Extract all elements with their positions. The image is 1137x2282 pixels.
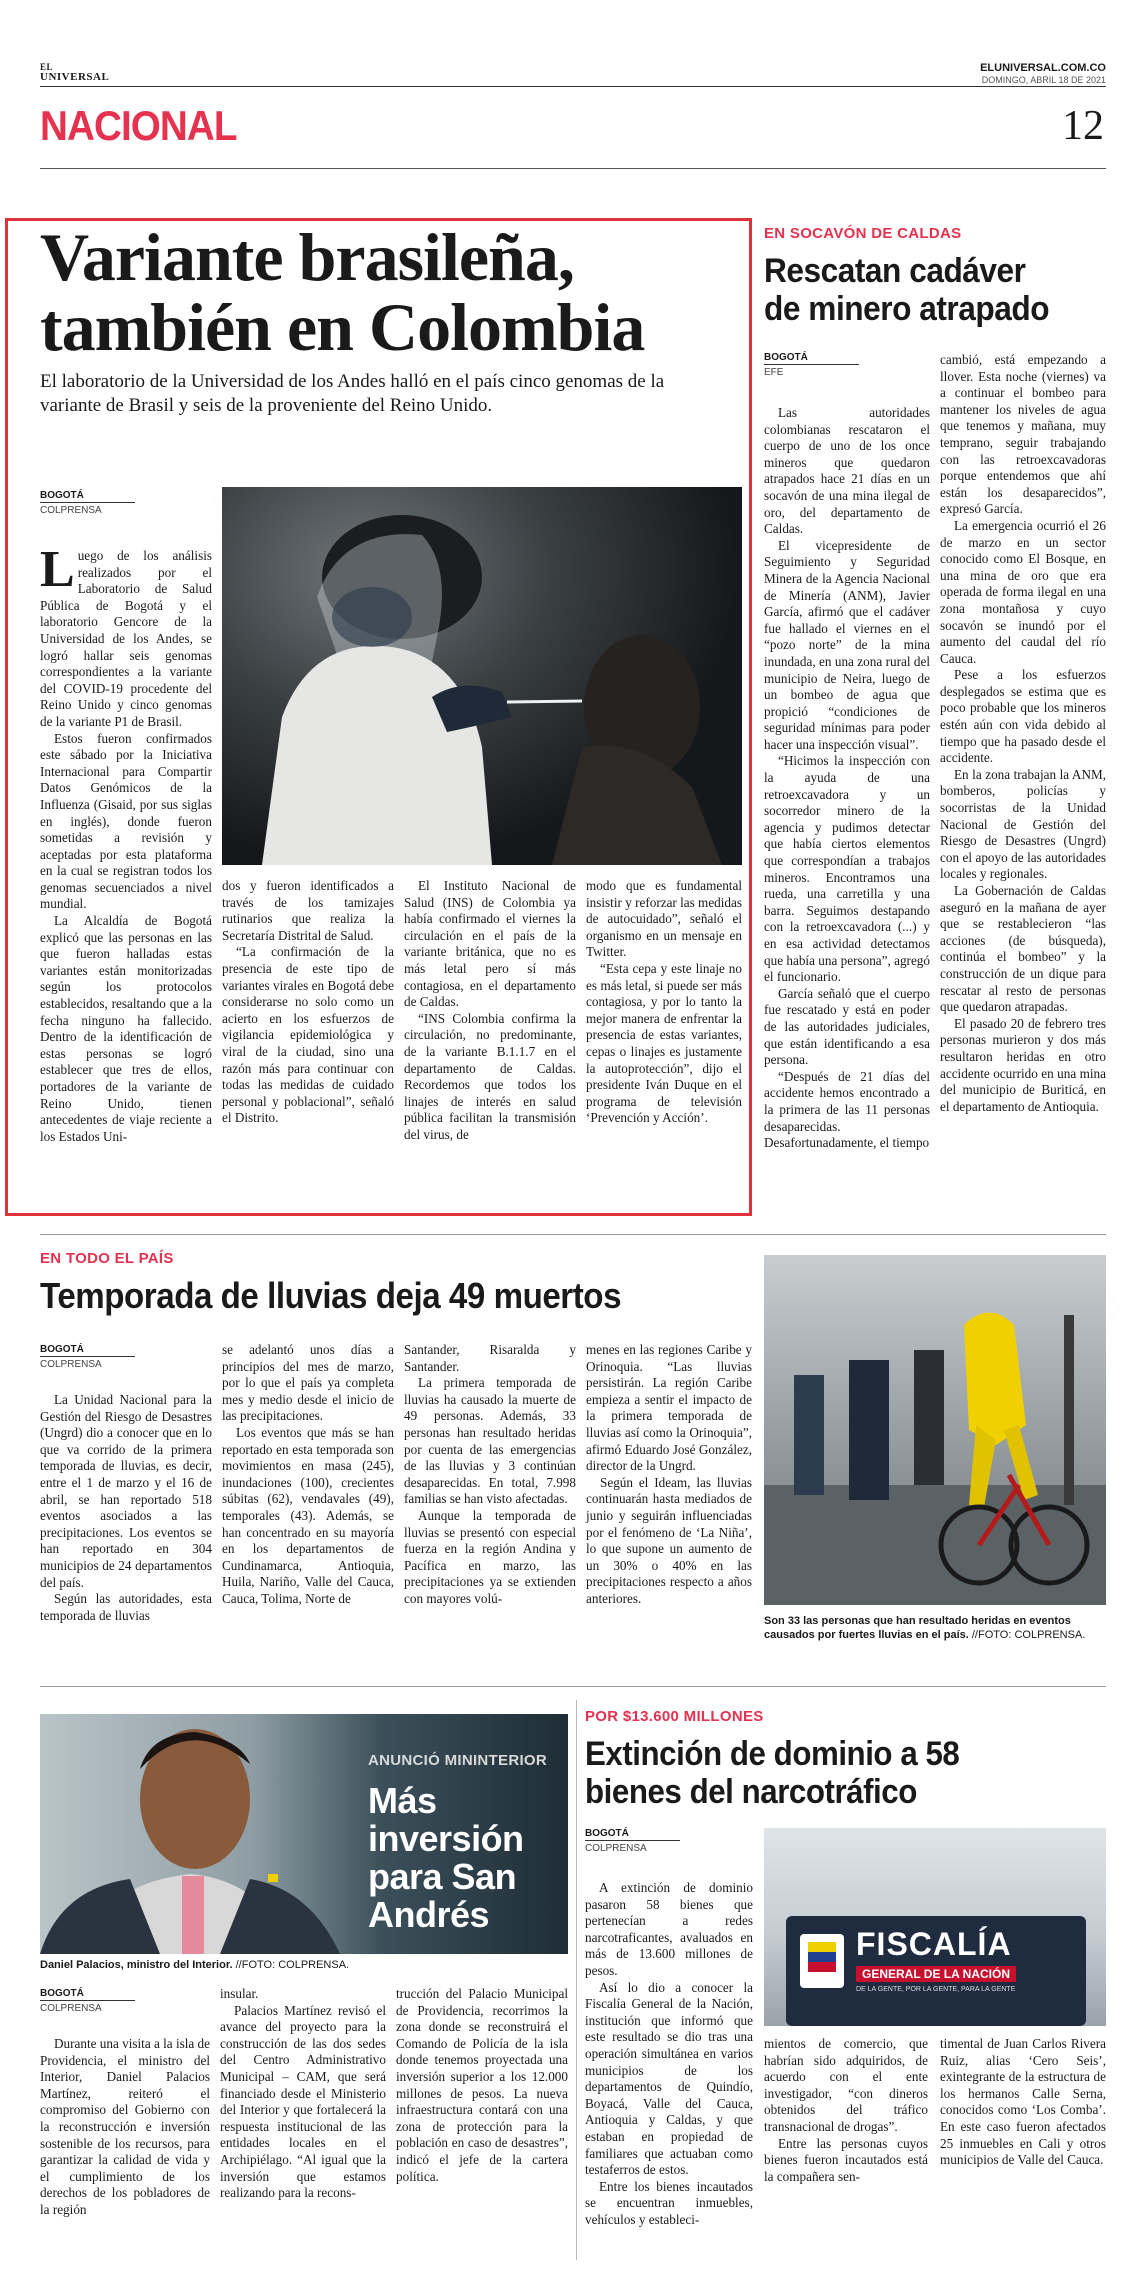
logo-line1: EL xyxy=(40,62,54,72)
rain-col2-p2: Los eventos que más se han reportado en esta temporada son movimientos en masa (245), inundaciones (100), crecientes súbitas (62), vendavales (49), temporales (43). Además, se han concentrado en su mayoría en los departamentos de Cundinamarca, Antioquia, Huila, Nariño, Valle del Cauca, Cauca, Tolima, Norte de xyxy=(222,1424,394,1606)
header-divider xyxy=(40,168,1106,169)
lead-col1 xyxy=(40,541,212,1145)
miner-headline-line1: Rescatan cadáver xyxy=(764,252,1026,290)
fiscalia-sign-tag: DE LA GENTE, POR LA GENTE, PARA LA GENTE xyxy=(856,1986,1016,1993)
rain-col1-p2: Según las autoridades, esta temporada de lluvias xyxy=(40,1591,212,1623)
divider-2 xyxy=(40,1686,1106,1687)
lead-dateline-rule xyxy=(40,502,135,503)
miner-col1-p5: “Después de 21 días del accidente hemos encontrado a la primera de las 11 personas desaparecidas. Desafortunadamente, el tiempo xyxy=(764,1068,930,1151)
divider-1 xyxy=(40,1234,1106,1235)
miner-headline xyxy=(764,252,1049,328)
rain-dateline-rule xyxy=(40,1356,135,1357)
andres-col3-p1: trucción del Palacio Municipal de Providencia, recorrimos la zona donde se reconstruirá el Comando de Policía de la isla donde tenemos proyectada una inversión superior a los 12.000 millones de pesos. La nueva infraestructura contará con una zona de protección para la población en caso de desastres”, indicó el jefe de la cartera política. xyxy=(396,1986,568,2184)
miner-col1-p2: El vicepresidente de Seguimiento y Seguridad Minera de la Agencia Nacional de Minería (ANM), Javier García, afirmó que el cadáver fue hallado el viernes en el “pozo norte” de la mina inundada, en una zona rural del municipio de Neira, luego de un bombeo de agua que propició “condiciones de seguridad mínimas para poder hacer una inspección visual”. xyxy=(764,537,930,752)
rain-col3-p3: Aunque la temporada de lluvias se presentó con especial fuerza en la región Andina y Pacífica en marzo, las precipitaciones ya se extienden con mayores volú- xyxy=(404,1507,576,1606)
cyclist-in-rain-illustration xyxy=(764,1255,1106,1605)
rain-caption-bold: Son 33 las personas que han resultado heridas en eventos causados por fuertes lluvias en el país. xyxy=(764,1615,1071,1641)
lead-col4-p1: modo que es fundamental insistir y reforzar las medidas de autocuidado”, señaló el organismo en un mensaje en Twitter. xyxy=(586,878,743,960)
andres-headline-line2: inversión xyxy=(368,1818,524,1859)
masthead xyxy=(40,62,1106,162)
lead-deck: El laboratorio de la Universidad de los Andes halló en el país cinco genomas de la variante de Brasil y seis de la proveniente del Reino Unido. xyxy=(40,371,665,416)
lead-dateline xyxy=(40,490,140,517)
miner-col2-p1: cambió, está empezando a llover. Esta noche (viernes) va a continuar el bombeo para mantener los niveles de agua que tenemos y mañana, muy temprano, seguir trabajando con las retroexcavadoras porque entendemos que ahí están los desaparecidos”, expresó García. xyxy=(940,352,1106,517)
andres-headline xyxy=(368,1782,524,1934)
narco-col2-p1: mientos de comercio, que habrían sido adquiridos, de acuerdo con el ente investigador, “con dineros obtenidos del tráfico transnacional de drogas”. xyxy=(764,2036,928,2134)
narco-dateline xyxy=(585,1828,685,1855)
lead-col3 xyxy=(404,878,576,1144)
narco-dateline-rule xyxy=(585,1840,680,1841)
rain-dateline xyxy=(40,1344,140,1371)
andres-dateline-city: BOGOTÁ xyxy=(40,1988,84,1999)
lead-col4-p2: “Esta cepa y este linaje no es más letal, si puede ser más contagiosa, y por lo tanto la mejor manera de enfrentar la presencia de estas variantes, cepas o linajes es justamente la autoprotección”, dijo el presidente Iván Duque en el programa de televisión ‘Prevención y Acción’. xyxy=(586,960,742,1126)
lead-col1-p1 xyxy=(40,541,212,731)
narco-headline xyxy=(585,1735,959,1811)
rain-photo-caption xyxy=(764,1614,1106,1642)
lead-headline-line2: también en Colombia xyxy=(40,289,645,365)
miner-dateline-city: BOGOTÁ xyxy=(764,352,808,363)
miner-headline-line2: de minero atrapado xyxy=(764,290,1050,328)
lead-col2-p2: “La confirmación de la presencia de este tipo de variantes virales en Bogotá debe considerarse no solo como un acierto en los esfuerzos de vigilancia epidemiológica y viral de la ciudad, sino una razón más para continuar con todas las medidas de cuidado personal y poblacional”, señaló el Distrito. xyxy=(222,944,394,1126)
lead-col1-p2: Estos fueron confirmados este sábado por la Iniciativa Internacional para Compartir Datos Genómicos de la Influenza (Gisaid, por sus siglas en inglés), donde fueron sometidas a revisión y aceptadas por esta plataforma en la cual se registran todos los genomas secuenciados a nivel mundial. xyxy=(40,730,212,912)
column-divider xyxy=(576,1700,577,2260)
miner-col1 xyxy=(764,405,930,1152)
lead-col1-p3: La Alcaldía de Bogotá explicó que las personas en las que fueron halladas estas variantes están monitorizadas según los protocolos establecidos, resaltando que a la fecha ninguno ha fallecido. Dentro de la identificación de estas personas se logró establecer que tres de ellos, portadores de la variante de Reino Unido, tienen antecedentes de viaje reciente a los Estados Uni- xyxy=(40,913,212,1144)
andres-col2 xyxy=(220,1986,386,2202)
rain-col3-p1: Santander, Risaralda y Santander. xyxy=(404,1342,576,1374)
narco-col1-p1: A extinción de dominio pasaron 58 bienes que pertenecían a redes narcotraficantes, avaluados en más de 13.600 millones de pesos. xyxy=(585,1880,753,1978)
miner-dateline xyxy=(764,352,864,379)
narco-col3 xyxy=(940,2036,1106,2169)
lead-col3-p1: El Instituto Nacional de Salud (INS) de Colombia ya había confirmado el viernes la circulación en el país de la variante británica, que no es más letal pero sí más contagiosa, en el departamento de Caldas. xyxy=(404,878,576,1010)
lead-dateline-agency: COLPRENSA xyxy=(40,505,102,516)
narco-col1-p2: Así lo dio a conocer la Fiscalía General de la Nación, institución que informó que este resultado se dio tras una operación simultánea en varios municipios de los departamentos de Quindío, Boyacá, Valle del Cauca, Antioquia y Caldas, y que estaban en propiedad de familiares que actuaban como testaferros de estos. xyxy=(585,1979,753,2178)
narco-col1-p3: Entre los bienes incautados se encuentran inmuebles, vehículos y estableci- xyxy=(585,2178,753,2227)
masthead-rule xyxy=(40,86,1106,87)
andres-col1 xyxy=(40,2036,210,2219)
site-url[interactable]: ELUNIVERSAL.COM.CO xyxy=(980,62,1106,74)
rain-col4-p1: menes en las regiones Caribe y Orinoquia. “Las lluvias persistirán. La región Caribe empieza a sentir el impacto de la primera temporada de lluvias así como la Orinoquia”, afirmó Eduardo José González, director de la Ungrd. xyxy=(586,1342,752,1474)
rain-caption-credit: //FOTO: COLPRENSA. xyxy=(968,1629,1086,1641)
issue-date: DOMINGO, ABRIL 18 DE 2021 xyxy=(981,75,1106,85)
andres-col2-p2: Palacios Martínez revisó el avance del proyecto para la construcción de las dos sedes del Centro Administrativo Municipal – CAM, que será financiado desde el Ministerio del Interior y que fortalecerá la respuesta institucional de las entidades locales en el Archipiélago. “Al igual que la inversión que estamos realizando para la recons- xyxy=(220,2002,386,2201)
andres-headline-line4: Andrés xyxy=(368,1894,490,1935)
narco-kicker: POR $13.600 MILLONES xyxy=(585,1708,764,1725)
minister-photo-caption xyxy=(40,1958,568,1972)
lead-col3-p2: “INS Colombia confirma la circulación, no predominante, de la variante B.1.1.7 en el departamento de Caldas. Recordemos que todos los linajes de interés en salud pública facilitan la transmisión del virus, de xyxy=(404,1010,576,1142)
miner-col2-p2: La emergencia ocurrió el 26 de marzo en un sector conocido como El Bosque, en una mina de oro que era operada de forma ilegal en una zona montañosa y cuyo socavón se inundó por el aumento del caudal del río Cauca. xyxy=(940,517,1106,666)
narco-col1 xyxy=(585,1880,753,2228)
logo-line2: UNIVERSAL xyxy=(40,71,110,83)
andres-col1-p1: Durante una visita a la isla de Providencia, el ministro del Interior, Daniel Palacios Martínez, reiteró el compromiso del Gobierno con la reconstrucción e inversión sostenible de los recursos, para garantizar la calidad de vida y el cumplimiento de los derechos de los pobladores de la región xyxy=(40,2036,210,2217)
fiscalia-sign-title: FISCALÍA xyxy=(856,1926,1012,1962)
rain-kicker: EN TODO EL PAÍS xyxy=(40,1250,174,1267)
health-worker-swab-illustration xyxy=(222,487,742,865)
rain-col1-p1: La Unidad Nacional para la Gestión del Riesgo de Desastres (Ungrd) dio a conocer que en lo que va corrido de la primera temporada de lluvias, es decir, entre el 1 de marzo y el 16 de abril, se han reportado 518 eventos asociados a las precipitaciones. Los eventos se han reportado en 304 municipios de 24 departamentos del país. xyxy=(40,1392,212,1590)
fiscalia-photo xyxy=(764,1828,1106,2026)
miner-col1-p3: “Hicimos la inspección con la ayuda de una retroexcavadora y un socorredor minero de la agencia y pudimos detectar que había ciertos elementos que correspondían a trabajos mineros. Encontramos una rueda, una carretilla y una barra. Seguimos destapando con la retroexcavadora (...) y en esa actividad detectamos que había una persona”, agregó el funcionario. xyxy=(764,753,930,985)
lead-headline xyxy=(40,219,645,365)
lead-col1-p1-text: uego de los análisis realizados por el Laboratorio de Salud Pública de Bogotá y el laboratorio Gencore de la Universidad de los Andes, se logró hallar seis genomas correspondientes a la variante del COVID-19 procedente del Reino Unido y cinco genomas de la variante P1 de Brasil. xyxy=(40,548,212,729)
rain-headline: Temporada de lluvias deja 49 muertos xyxy=(40,1275,622,1316)
andres-headline-line3: para San xyxy=(368,1856,517,1897)
rain-dateline-agency: COLPRENSA xyxy=(40,1359,102,1370)
page-number: 12 xyxy=(1062,103,1104,149)
rain-col3 xyxy=(404,1342,576,1608)
rain-col1 xyxy=(40,1392,212,1624)
logo xyxy=(40,62,109,82)
lead-col2 xyxy=(222,878,394,1127)
andres-dateline xyxy=(40,1988,140,2015)
lead-dateline-city: BOGOTÁ xyxy=(40,490,84,501)
fiscalia-shield-icon xyxy=(800,1934,844,1988)
rain-col4-p2: Según el Ideam, las lluvias continuarán hasta mediados de junio y seguirán influenciadas por el fenómeno de ‘La Niña’, lo que supone un aumento de un 30% o 40% en las precipitaciones respecto a años anteriores. xyxy=(586,1474,752,1606)
lead-col2-p1: dos y fueron identificados a través de los tamizajes rutinarios que realiza la Secretaría Distrital de Salud. xyxy=(222,878,394,943)
miner-col2-p6: El pasado 20 de febrero tres personas murieron y dos más resultaron heridas en otro accidente ocurrido en una mina del municipio de Buriticá, en el departamento de Antioquia. xyxy=(940,1015,1106,1114)
narco-col3-p1: timental de Juan Carlos Rivera Ruiz, alias ‘Cero Seis’, exintegrante de la estructura de los hermanos Calle Serna, conocidos como ‘Los Comba’. En este caso fueron afectados 25 inmuebles en Cali y otros municipios de Valle del Cauca. xyxy=(940,2036,1106,2168)
minister-photo xyxy=(40,1714,568,1954)
andres-headline-line1: Más xyxy=(368,1780,437,1821)
narco-headline-line2: bienes del narcotráfico xyxy=(585,1773,917,1811)
narco-headline-line1: Extinción de dominio a 58 xyxy=(585,1735,960,1773)
narco-dateline-city: BOGOTÁ xyxy=(585,1828,629,1839)
minister-caption-bold: Daniel Palacios, ministro del Interior. xyxy=(40,1959,233,1971)
narco-dateline-agency: COLPRENSA xyxy=(585,1843,647,1854)
rain-col4 xyxy=(586,1342,752,1608)
miner-col2-p4: En la zona trabajan la ANM, bomberos, policías y socorristas de la Unidad Nacional de Gestión del Riesgo de Desastres (Ungrd) con el apoyo de las autoridades locales y regionales. xyxy=(940,766,1106,882)
andres-kicker: ANUNCIÓ MININTERIOR xyxy=(368,1752,548,1769)
miner-kicker: EN SOCAVÓN DE CALDAS xyxy=(764,225,962,242)
lead-photo xyxy=(222,487,742,865)
dropcap: L xyxy=(40,541,75,598)
andres-col3 xyxy=(396,1986,568,2185)
miner-dateline-rule xyxy=(764,364,859,365)
fiscalia-sign xyxy=(786,1916,1086,2026)
rain-col2-p1: se adelantó unos días a principios del mes de marzo, por lo que el país ya completa mes y medio desde el inicio de las precipitaciones. xyxy=(222,1342,394,1424)
miner-col2-p3: Pese a los esfuerzos desplegados se estima que es poco probable que los mineros estén aún con vida debido al tiempo que ha pasado desde el accidente. xyxy=(940,667,1106,766)
narco-col2 xyxy=(764,2036,928,2185)
miner-col1-p1: Las autoridades colombianas rescataron el cuerpo de uno de los once mineros que quedaron atrapados hace 21 días en un socavón de una mina ilegal de oro, del departamento de Caldas. xyxy=(764,405,930,537)
andres-col2-p1: insular. xyxy=(220,1986,259,2001)
lead-headline-line1: Variante brasileña, xyxy=(40,219,574,295)
miner-col2-p5: La Gobernación de Caldas aseguró en la mañana de ayer que se restablecieron “las acciones (de búsqueda), continúa el bombeo” y la construcción de un dique para rescatar al resto de personas que quedaron atrapadas. xyxy=(940,883,1106,1015)
andres-dateline-agency: COLPRENSA xyxy=(40,2003,102,2014)
lead-col4 xyxy=(586,878,742,1127)
miner-col1-p4: García señaló que el cuerpo fue rescatado y está en poder de las autoridades judiciales, que están identificando a esa persona. xyxy=(764,985,930,1068)
rain-col3-p2: La primera temporada de lluvias ha causado la muerte de 49 personas. Además, 33 personas han resultado heridas por cuenta de las emergencias de las lluvias y 3 continúan desaparecidas. En total, 7.998 familias se han visto afectadas. xyxy=(404,1375,576,1507)
narco-col2-p2: Entre las personas cuyos bienes fueron incautados está la compañera sen- xyxy=(764,2135,928,2184)
andres-dateline-rule xyxy=(40,2000,135,2001)
miner-col2 xyxy=(940,352,1106,1115)
miner-dateline-agency: EFE xyxy=(764,367,784,378)
fiscalia-sign-sub: GENERAL DE LA NACIÓN xyxy=(856,1966,1016,1982)
minister-caption-credit: //FOTO: COLPRENSA. xyxy=(232,1959,350,1971)
rain-photo xyxy=(764,1255,1106,1605)
section-title: NACIONAL xyxy=(40,102,237,149)
rain-dateline-city: BOGOTÁ xyxy=(40,1344,84,1355)
rain-col2 xyxy=(222,1342,394,1608)
